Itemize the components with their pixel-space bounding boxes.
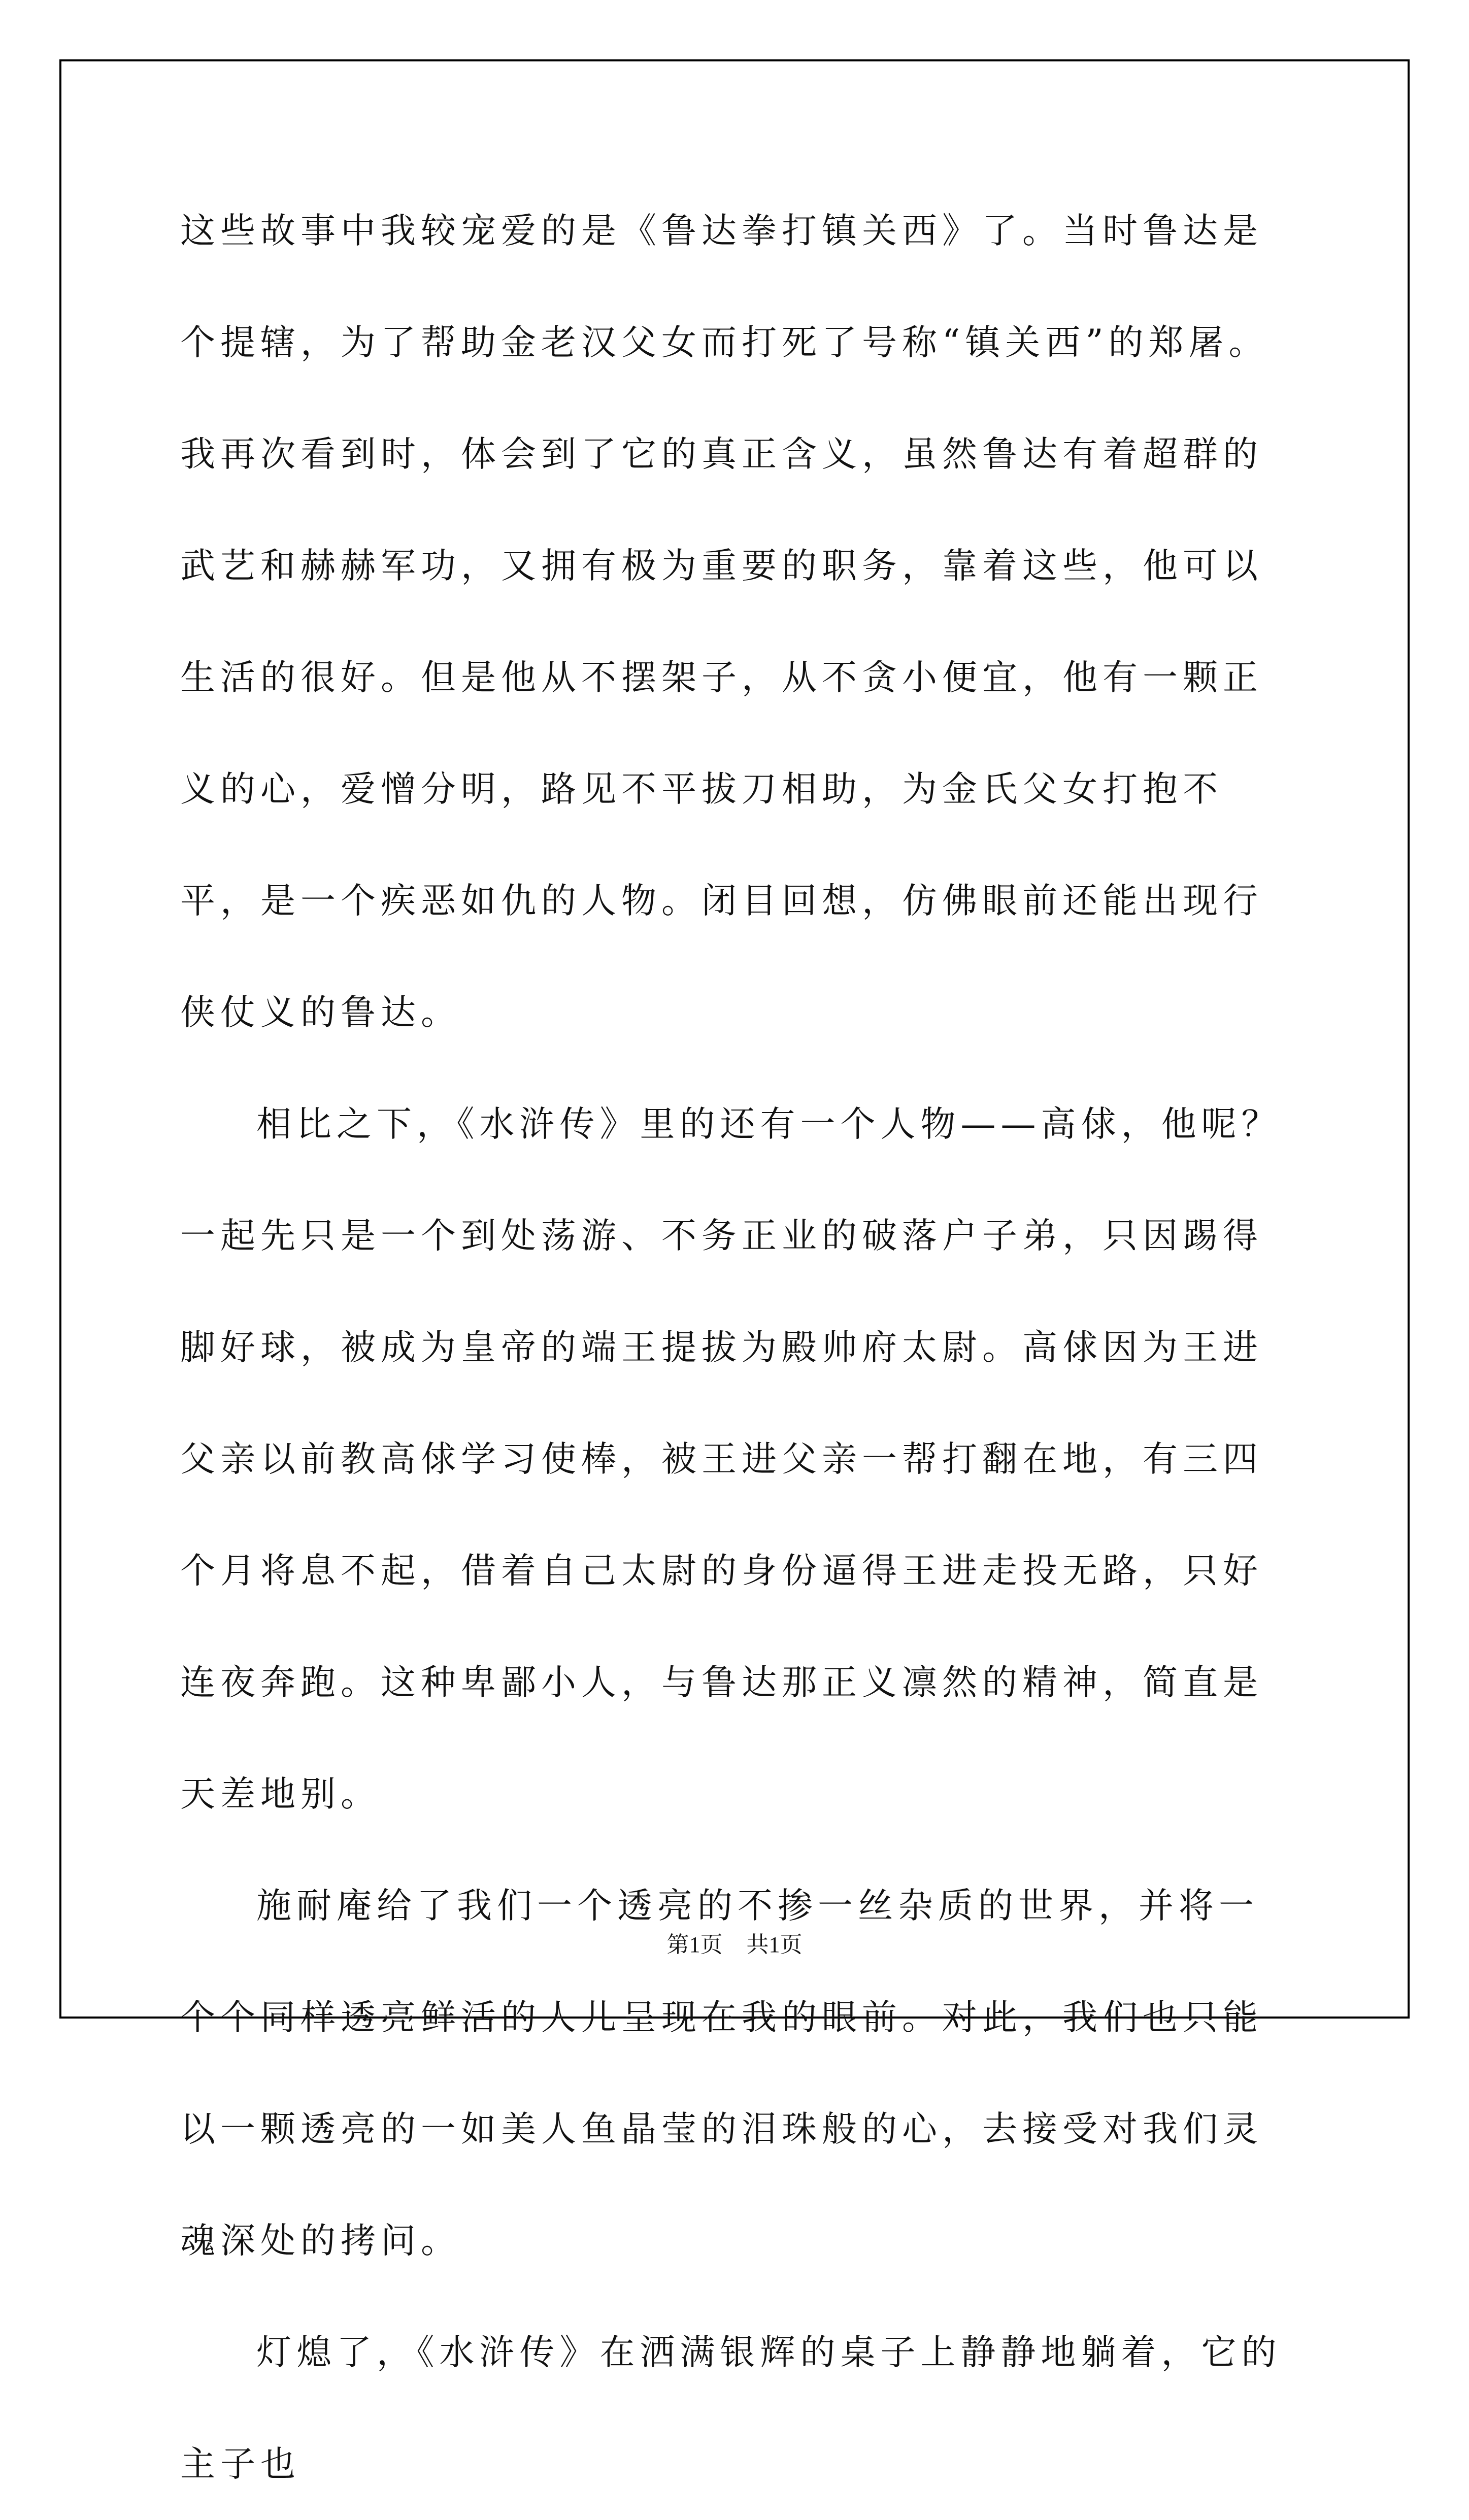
- page-number: 第1页: [666, 1932, 723, 1957]
- paragraph-4: 灯熄了，《水浒传》在洒满银辉的桌子上静静地躺着，它的主子也: [180, 2332, 1282, 2484]
- paragraph-2: 相比之下，《水浒传》里的还有一个人物——高俅，他呢？一起先只是一个到处荡游、不务正业的破落户子弟，只因踢得脚好球，被成为皇帝的端王提拔为殿帅府太尉。高俅因为王进父亲以前教高俅学习使棒，被王进父亲一帮打翻在地，有三四个月将息不起，借着自己太尉的身份逼得王进走投无路，只好连夜奔跑。这种卑鄙小人，与鲁达那正义凛然的精神，简直是天差地别。: [180, 1104, 1282, 1815]
- paragraph-1: 这些故事中我较宠爱的是《鲁达拳打镇关西》了。当时鲁达是个提辖，为了帮助金老汉父女而打死了号称“镇关西”的郑屠。我再次看到时，体会到了它的真正含义，虽然鲁达有着超群的武艺和赫赫军功，又拥有极为重要的职务，靠着这些，他可以生活的很好。但是他从不摆架子，从不贪小便宜，他有一颗正义的心，爱憎分明，路见不平拔刀相助，为金氏父女打抱不平，是一个疾恶如仇的人物。闭目回想，仿佛眼前还能出现行侠仗义的鲁达。: [180, 211, 1269, 1033]
- page-footer: [0, 1926, 1469, 1959]
- paragraph-3: 施耐庵给了我们一个透亮的不掺一丝杂质的世界，并将一个个同样透亮鲜活的人儿呈现在我的眼前。对此，我们也只能以一颗透亮的一如美人鱼晶莹的泪珠般的心，去接受对我们灵魂深处的拷问。: [180, 1886, 1263, 2261]
- document-body: [180, 175, 1294, 2520]
- page-total: 共1页: [746, 1932, 803, 1957]
